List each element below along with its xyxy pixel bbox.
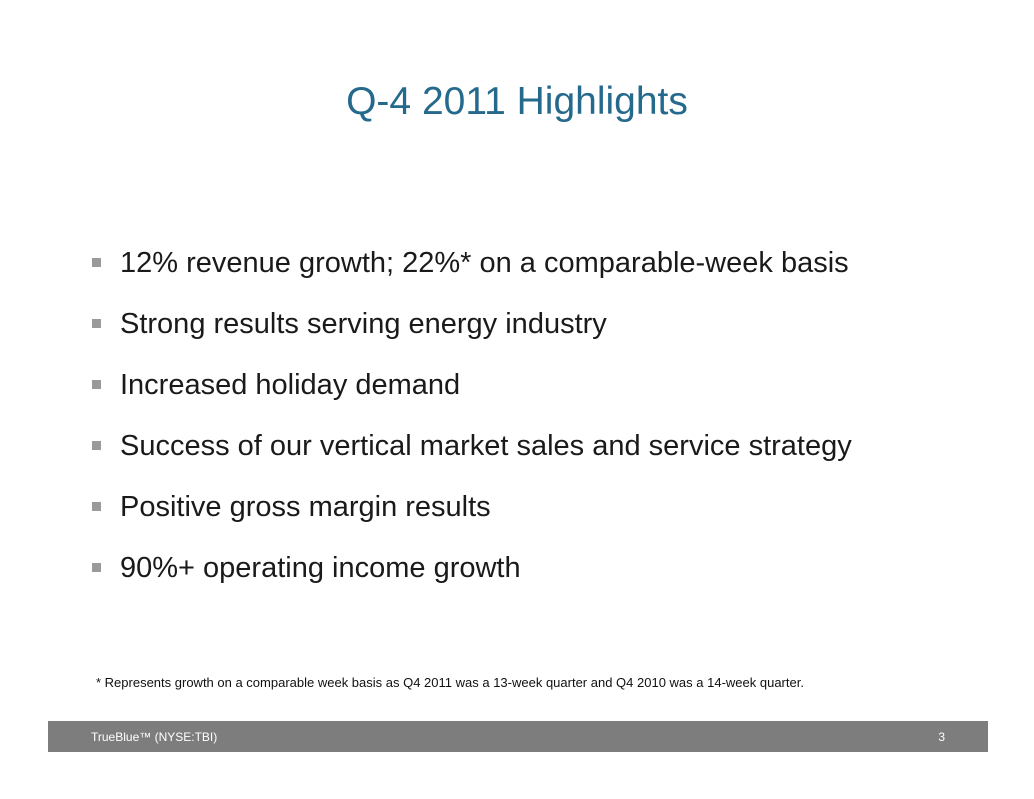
bullet-item — [92, 415, 852, 476]
bullet-list — [92, 232, 852, 598]
bullet-item — [92, 537, 852, 598]
bullet-text: 12% revenue growth; 22%* on a comparable-week basis — [120, 246, 849, 279]
bullet-item — [92, 354, 852, 415]
square-bullet-icon — [92, 258, 101, 267]
square-bullet-icon — [92, 380, 101, 389]
bullet-text: 90%+ operating income growth — [120, 551, 521, 584]
footer-bar — [48, 721, 988, 752]
bullet-item — [92, 232, 852, 293]
bullet-text: Positive gross margin results — [120, 490, 491, 523]
bullet-item — [92, 293, 852, 354]
bullet-text: Strong results serving energy industry — [120, 307, 607, 340]
page-number: 3 — [938, 730, 945, 744]
footer-company: TrueBlue™ (NYSE:TBI) — [91, 730, 218, 744]
slide-title: Q-4 2011 Highlights — [346, 80, 688, 123]
square-bullet-icon — [92, 441, 101, 450]
bullet-text: Success of our vertical market sales and service strategy — [120, 429, 852, 462]
square-bullet-icon — [92, 319, 101, 328]
footnote: * Represents growth on a comparable week basis as Q4 2011 was a 13-week quarter and Q4 2010 was a 14-week quarter. — [96, 675, 804, 690]
square-bullet-icon — [92, 502, 101, 511]
square-bullet-icon — [92, 563, 101, 572]
bullet-text: Increased holiday demand — [120, 368, 461, 401]
bullet-item — [92, 476, 852, 537]
